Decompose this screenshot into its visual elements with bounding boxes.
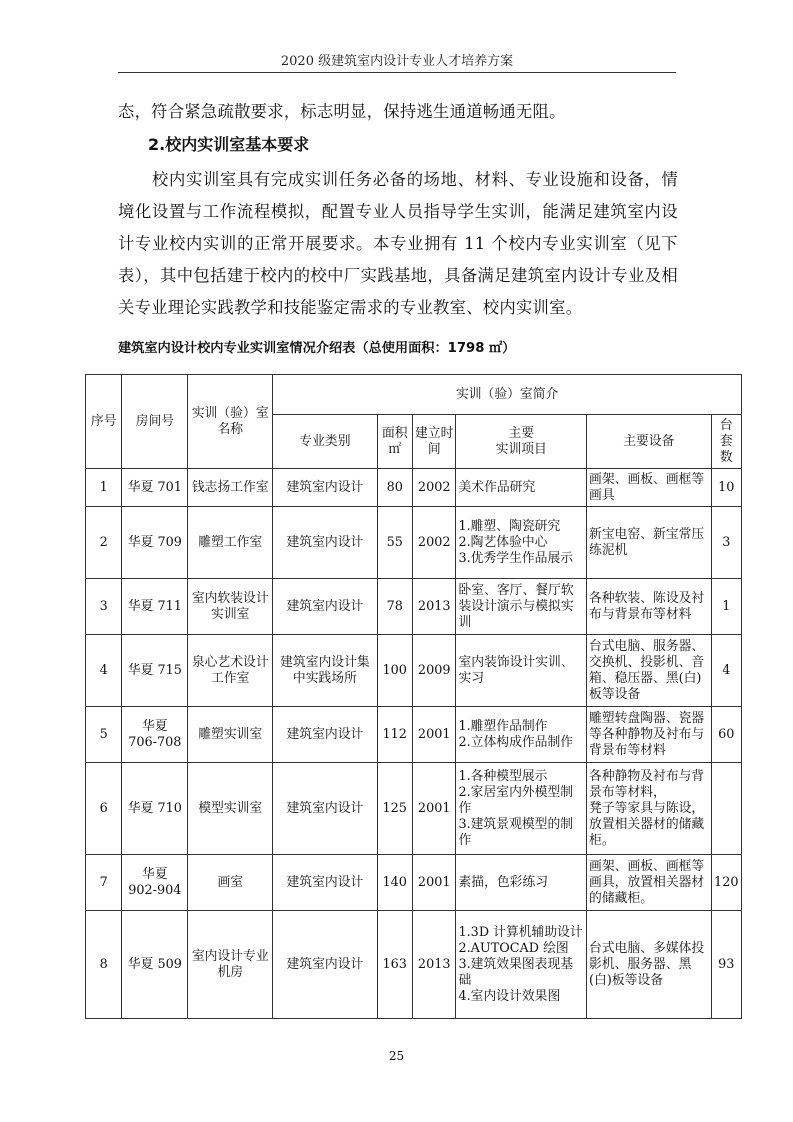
- table-row: [86, 911, 742, 1019]
- cell-seq: 1: [86, 469, 122, 507]
- cell-equipment: 台式电脑、多媒体投影机、服务器、黑(白)板等设备: [587, 911, 712, 1019]
- cell-equipment: 各种静物及衬布与背景布等材料， 凳子等家具与陈设，放置相关器材的储藏柜。: [587, 763, 712, 855]
- cell-equipment: 雕塑转盘陶器、瓷器等各种静物及衬布与背景布等材料: [587, 707, 712, 763]
- cell-year: 2001: [412, 855, 456, 911]
- cell-year: 2013: [412, 579, 456, 635]
- cell-equipment: 新宝电窑、新宝常压练泥机: [587, 507, 712, 579]
- cell-projects: 素描，色彩练习: [456, 855, 587, 911]
- cell-equipment: 台式电脑、服务器、交换机、投影机、音箱、稳压器、黑(白)板等设备: [587, 635, 712, 707]
- cell-projects: 美术作品研究: [456, 469, 587, 507]
- cell-category: 建筑室内设计: [273, 579, 377, 635]
- header-seq: 序号: [86, 375, 122, 469]
- cell-seq: 8: [86, 911, 122, 1019]
- cell-sets: 60: [711, 707, 741, 763]
- cell-area: 163: [377, 911, 412, 1019]
- cell-year: 2001: [412, 707, 456, 763]
- cell-room: 华夏 701: [122, 469, 188, 507]
- cell-year: 2002: [412, 469, 456, 507]
- cell-seq: 5: [86, 707, 122, 763]
- cell-sets: 1: [711, 579, 741, 635]
- cell-area: 80: [377, 469, 412, 507]
- cell-category: 建筑室内设计集中实践场所: [273, 635, 377, 707]
- cell-room: 华夏 711: [122, 579, 188, 635]
- paragraph-continued: 态，符合紧急疏散要求，标志明显，保持逃生通道畅通无阻。: [118, 102, 566, 121]
- cell-seq: 7: [86, 855, 122, 911]
- cell-year: 2001: [412, 763, 456, 855]
- cell-projects: 1.各种模型展示 2.家居室内外模型制作 3.建筑景观模型的制作: [456, 763, 587, 855]
- cell-equipment: 各种软装、陈设及衬布与背景布等材料: [587, 579, 712, 635]
- cell-room: 华夏 509: [122, 911, 188, 1019]
- cell-area: 55: [377, 507, 412, 579]
- cell-projects: 卧室、客厅、餐厅软装设计演示与模拟实训: [456, 579, 587, 635]
- cell-year: 2002: [412, 507, 456, 579]
- cell-year: 2013: [412, 911, 456, 1019]
- table-row: [86, 579, 742, 635]
- header-room: 房间号: [122, 375, 188, 469]
- cell-lab-name: 室内设计专业机房: [188, 911, 273, 1019]
- cell-room: 华夏 706-708: [122, 707, 188, 763]
- cell-seq: 6: [86, 763, 122, 855]
- cell-projects: 1.雕塑、陶瓷研究 2.陶艺体验中心 3.优秀学生作品展示: [456, 507, 587, 579]
- cell-sets: 4: [711, 635, 741, 707]
- cell-lab-name: 模型实训室: [188, 763, 273, 855]
- lab-table: [85, 374, 742, 1019]
- cell-category: 建筑室内设计: [273, 707, 377, 763]
- cell-sets: 3: [711, 507, 741, 579]
- page-number: 25: [388, 1049, 405, 1063]
- cell-area: 140: [377, 855, 412, 911]
- cell-equipment: 画架、画板、画框等画具: [587, 469, 712, 507]
- table-row: [86, 635, 742, 707]
- cell-lab-name: 雕塑实训室: [188, 707, 273, 763]
- cell-area: 78: [377, 579, 412, 635]
- cell-seq: 3: [86, 579, 122, 635]
- header-year: 建立时间: [412, 415, 456, 469]
- table-row: [86, 507, 742, 579]
- table-row: [86, 763, 742, 855]
- cell-seq: 2: [86, 507, 122, 579]
- header-area: 面积㎡: [377, 415, 412, 469]
- table-row: [86, 707, 742, 763]
- header-sets: 台套数: [711, 415, 741, 469]
- section-heading: 2.校内实训室基本要求: [148, 135, 310, 154]
- cell-lab-name: 雕塑工作室: [188, 507, 273, 579]
- cell-area: 125: [377, 763, 412, 855]
- cell-sets: 10: [711, 469, 741, 507]
- cell-sets: 120: [711, 855, 741, 911]
- header-divider: [118, 72, 676, 73]
- cell-area: 112: [377, 707, 412, 763]
- cell-room: 华夏 715: [122, 635, 188, 707]
- cell-sets: [711, 763, 741, 855]
- header-category: 专业类别: [273, 415, 377, 469]
- cell-area: 100: [377, 635, 412, 707]
- cell-equipment: 画架、画板、画框等画具，放置相关器材的储藏柜。: [587, 855, 712, 911]
- cell-projects: 1.3D 计算机辅助设计 2.AUTOCAD 绘图 3.建筑效果图表现基础 4.室内设计效果图: [456, 911, 587, 1019]
- paragraph-lab-requirements: 校内实训室具有完成实训任务必备的场地、材料、专业设施和设备，情境化设置与工作流程模拟，配置专业人员指导学生实训，能满足建筑室内设计专业校内实训的正常开展要求。本专业拥有 11 个校内专业实训室（见下表），其中包括建于校内的校中厂实践基地，具备满足建筑室内设计专业及相关专业理论实践教学和技能鉴定需求的专业教室、校内实训室。: [118, 170, 678, 317]
- cell-category: 建筑室内设计: [273, 469, 377, 507]
- cell-category: 建筑室内设计: [273, 507, 377, 579]
- header-projects: 主要 实训项目: [456, 415, 587, 469]
- cell-lab-name: 泉心艺术设计工作室: [188, 635, 273, 707]
- cell-projects: 1.雕塑作品制作 2.立体构成作品制作: [456, 707, 587, 763]
- cell-lab-name: 钱志扬工作室: [188, 469, 273, 507]
- table-row: [86, 469, 742, 507]
- header-lab-name: 实训（验）室名称: [188, 375, 273, 469]
- cell-sets: 93: [711, 911, 741, 1019]
- cell-projects: 室内装饰设计实训、实习: [456, 635, 587, 707]
- table-caption: 建筑室内设计校内专业实训室情况介绍表（总使用面积：1798 ㎡）: [118, 341, 516, 356]
- page-header: 2020 级建筑室内设计专业人才培养方案: [280, 54, 514, 69]
- cell-category: 建筑室内设计: [273, 763, 377, 855]
- cell-category: 建筑室内设计: [273, 855, 377, 911]
- cell-room: 华夏 710: [122, 763, 188, 855]
- header-equipment: 主要设备: [587, 415, 712, 469]
- cell-lab-name: 画室: [188, 855, 273, 911]
- cell-year: 2009: [412, 635, 456, 707]
- cell-seq: 4: [86, 635, 122, 707]
- cell-room: 华夏 902-904: [122, 855, 188, 911]
- header-lab-intro: 实训（验）室简介: [273, 375, 742, 415]
- cell-room: 华夏 709: [122, 507, 188, 579]
- table-row: [86, 855, 742, 911]
- cell-category: 建筑室内设计: [273, 911, 377, 1019]
- cell-lab-name: 室内软装设计实训室: [188, 579, 273, 635]
